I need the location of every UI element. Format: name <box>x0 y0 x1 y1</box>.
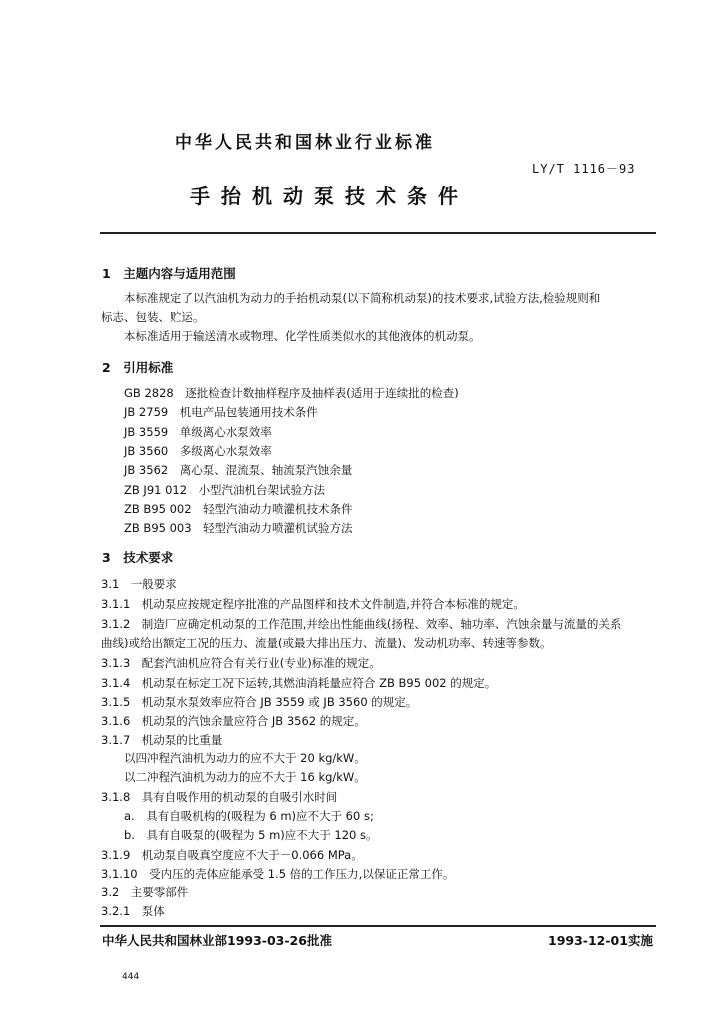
reference-item <box>124 424 272 441</box>
reference-title: 机电产品包装通用技术条件 <box>179 405 318 420</box>
reference-item <box>124 482 325 499</box>
section-2-heading: 2 引用标准 <box>102 360 174 375</box>
document-title: 手抬机动泵技术条件 <box>190 184 469 208</box>
reference-code: JB 3560 <box>124 443 169 458</box>
reference-item <box>124 385 459 402</box>
reference-item <box>124 404 318 421</box>
reference-code: JB 3562 <box>124 463 169 478</box>
reference-item <box>124 501 353 518</box>
section-1-paragraph-1: 本标准规定了以汽油机为动力的手抬机动泵(以下简称机动泵)的技术要求,试验方法,检验规则和 <box>124 291 601 305</box>
reference-title: 小型汽油机台架试验方法 <box>198 482 326 497</box>
clause-3-1-4: 3.1.4 机动泵在标定工况下运转,其燃油消耗量应符合 ZB B95 002 的规定。 <box>101 676 497 690</box>
reference-title: 轻型汽油动力喷灌机技术条件 <box>203 501 353 516</box>
clause-3-1-5: 3.1.5 机动泵水泵效率应符合 JB 3559 或 JB 3560 的规定。 <box>101 695 418 709</box>
effective-date: 1993-12-01实施 <box>548 933 653 948</box>
clause-3-1-8: 3.1.8 具有自吸作用的机动泵的自吸引水时间 <box>101 790 338 804</box>
reference-item <box>124 462 352 479</box>
reference-item <box>124 443 272 460</box>
reference-title: 多级离心水泵效率 <box>179 443 272 458</box>
page-number: 444 <box>122 972 140 982</box>
clause-3-1-2: 3.1.2 制造厂应确定机动泵的工作范围,并绘出性能曲线(扬程、效率、轴功率、汽蚀余量与流量的关系 <box>101 617 622 631</box>
clause-3-1-10: 3.1.10 受内压的壳体应能承受 1.5 倍的工作压力,以保证正常工作。 <box>101 867 455 881</box>
section-1-heading: 1 主题内容与适用范围 <box>102 266 236 281</box>
issuing-organization: 中华人民共和国林业行业标准 <box>175 133 435 153</box>
clause-3-1-8-b: b. 具有自吸泵的(吸程为 5 m)应不大于 120 s。 <box>124 828 378 842</box>
clause-3-1-8-a: a. 具有自吸机构的(吸程为 6 m)应不大于 60 s; <box>124 809 374 823</box>
section-1-paragraph-1-cont: 标志、包装、贮运。 <box>101 310 205 324</box>
reference-code: JB 2759 <box>124 405 169 420</box>
reference-code: ZB B95 003 <box>124 521 192 536</box>
clause-3-2: 3.2 主要零部件 <box>101 885 189 899</box>
reference-code: GB 2828 <box>124 386 174 400</box>
reference-title: 轻型汽油动力喷灌机试验方法 <box>203 521 353 536</box>
section-1-paragraph-2: 本标准适用于输送清水或物理、化学性质类似水的其他液体的机动泵。 <box>124 329 481 343</box>
clause-3-1-7-two-stroke: 以二冲程汽油机为动力的应不大于 16 kg/kW。 <box>124 770 366 784</box>
reference-title: 离心泵、混流泵、轴流泵汽蚀余量 <box>179 463 353 478</box>
clause-3-1: 3.1 一般要求 <box>101 577 177 591</box>
clause-3-1-2-cont: 曲线)或给出额定工况的压力、流量(或最大排出压力、流量)、发动机功率、转速等参数。 <box>101 636 552 650</box>
clause-3-1-9: 3.1.9 机动泵自吸真空度应不大于－0.066 MPa。 <box>101 848 363 862</box>
reference-code: ZB J91 012 <box>124 482 188 497</box>
clause-3-1-7: 3.1.7 机动泵的比重量 <box>101 733 223 747</box>
reference-item <box>124 520 353 537</box>
clause-3-2-1: 3.2.1 泵体 <box>101 904 165 918</box>
clause-3-1-1: 3.1.1 机动泵应按规定程序批准的产品图样和技术文件制造,并符合本标准的规定。 <box>101 597 525 611</box>
approval-date: 中华人民共和国林业部1993-03-26批准 <box>102 933 332 948</box>
reference-title: 逐批检查计数抽样程序及抽样表(适用于连续批的检查) <box>185 386 459 400</box>
clause-3-1-6: 3.1.6 机动泵的汽蚀余量应符合 JB 3562 的规定。 <box>101 714 366 728</box>
standard-code: LY/T 1116－93 <box>532 162 636 176</box>
clause-3-1-3: 3.1.3 配套汽油机应符合有关行业(专业)标准的规定。 <box>101 656 381 670</box>
reference-title: 单级离心水泵效率 <box>179 424 272 439</box>
footer-rule <box>100 925 656 927</box>
clause-3-1-7-four-stroke: 以四冲程汽油机为动力的应不大于 20 kg/kW。 <box>124 751 366 765</box>
section-3-heading: 3 技术要求 <box>102 550 174 565</box>
header-rule <box>100 232 656 234</box>
reference-code: JB 3559 <box>124 424 169 439</box>
reference-code: ZB B95 002 <box>124 501 192 516</box>
